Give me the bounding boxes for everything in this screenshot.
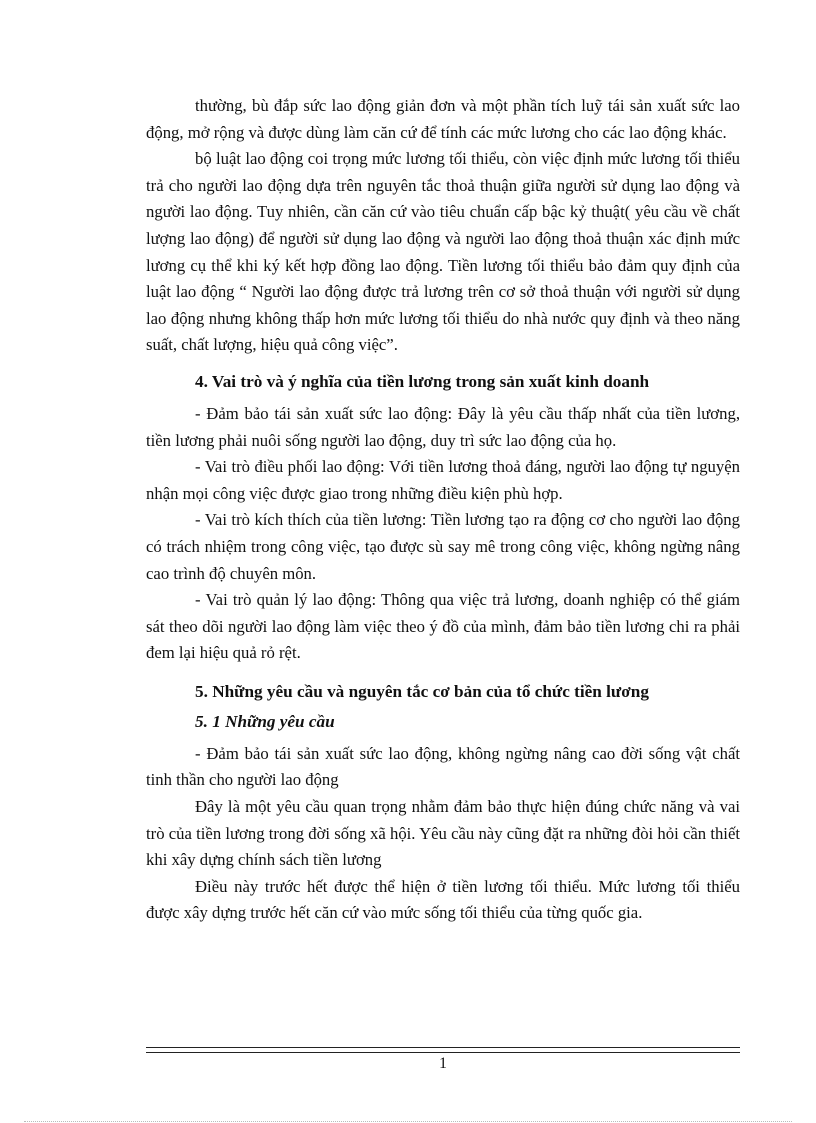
- page-body: [146, 93, 740, 927]
- section-5-paragraph: Điều này trước hết được thể hiện ở tiền lương tối thiểu. Mức lương tối thiểu được xây dựng trước hết căn cứ vào mức sống tối thiểu của từng quốc gia.: [146, 876, 740, 923]
- section-4-item: - Đảm bảo tái sản xuất sức lao động: Đây là yêu cầu thấp nhất của tiền lương, tiền lương phải nuôi sống người lao động, duy trì sức lao động của họ.: [146, 403, 740, 450]
- section-5-paragraph: - Đảm bảo tái sản xuất sức lao động, không ngừng nâng cao đời sống vật chất tinh thần cho người lao động: [146, 743, 740, 790]
- section-4-heading: 4. Vai trò và ý nghĩa của tiền lương trong sản xuất kinh doanh: [195, 371, 650, 391]
- section-5-paragraph: Đây là một yêu cầu quan trọng nhằm đảm bảo thực hiện đúng chức năng và vai trò của tiền lương trong đời sống xã hội. Yêu cầu này cũng đặt ra những đòi hỏi cần thiết khi xây dựng chính sách tiền lương: [146, 797, 740, 870]
- section-5-heading: 5. Những yêu cầu và nguyên tắc cơ bản của tổ chức tiền lương: [195, 681, 649, 701]
- section-4-item: - Vai trò điều phối lao động: Với tiền lương thoả đáng, người lao động tự nguyện nhận mọi công việc được giao trong những điều kiện phù hợp.: [146, 457, 740, 503]
- section-4-item: - Vai trò quản lý lao động: Thông qua việc trả lương, doanh nghiệp có thể giám sát theo dõi người lao động làm việc theo ý đồ của mình, đảm bảo tiền lương chi ra phải đem lại hiệu quả rỏ rệt.: [146, 590, 740, 663]
- section-4-item: - Vai trò kích thích của tiền lương: Tiền lương tạo ra động cơ cho người lao động có trách nhiệm trong công việc, tạo được sù say mê trong công việc, không ngừng nâng cao trình độ chuyên môn.: [146, 510, 740, 583]
- paragraph: thường, bù đắp sức lao động giản đơn và một phần tích luỹ tái sản xuất sức lao động, mở rộng và được dùng làm căn cứ để tính các mức lương cho các lao động khác.: [146, 96, 740, 142]
- footer-double-rule: [146, 1047, 740, 1053]
- page-number: 1: [439, 1055, 447, 1072]
- section-5-1-subheading: 5. 1 Những yêu cầu: [195, 711, 335, 731]
- page-bottom-edge: [24, 1121, 792, 1122]
- paragraph: bộ luật lao động coi trọng mức lương tối thiểu, còn việc định mức lương tối thiểu trả cho người lao động dựa trên nguyên tắc thoả thuận giữa người sử dụng lao động và người lao động. Tuy nhiên, cần căn cứ vào tiêu chuẩn cấp bậc kỷ thuật( yêu cầu về chất lượng lao động) để người sử dụng lao động và người lao động thoả thuận xác định mức lương cụ thể khi ký kết hợp đồng lao động. Tiền lương tối thiểu bảo đảm quy định của luật lao động “ Người lao động được trả lương trên cơ sở thoả thuận với người sử dụng lao động nhưng không thấp hơn mức lương tối thiểu do nhà nước quy định và theo năng suất, chất lượng, hiệu quả công việc”.: [146, 149, 740, 355]
